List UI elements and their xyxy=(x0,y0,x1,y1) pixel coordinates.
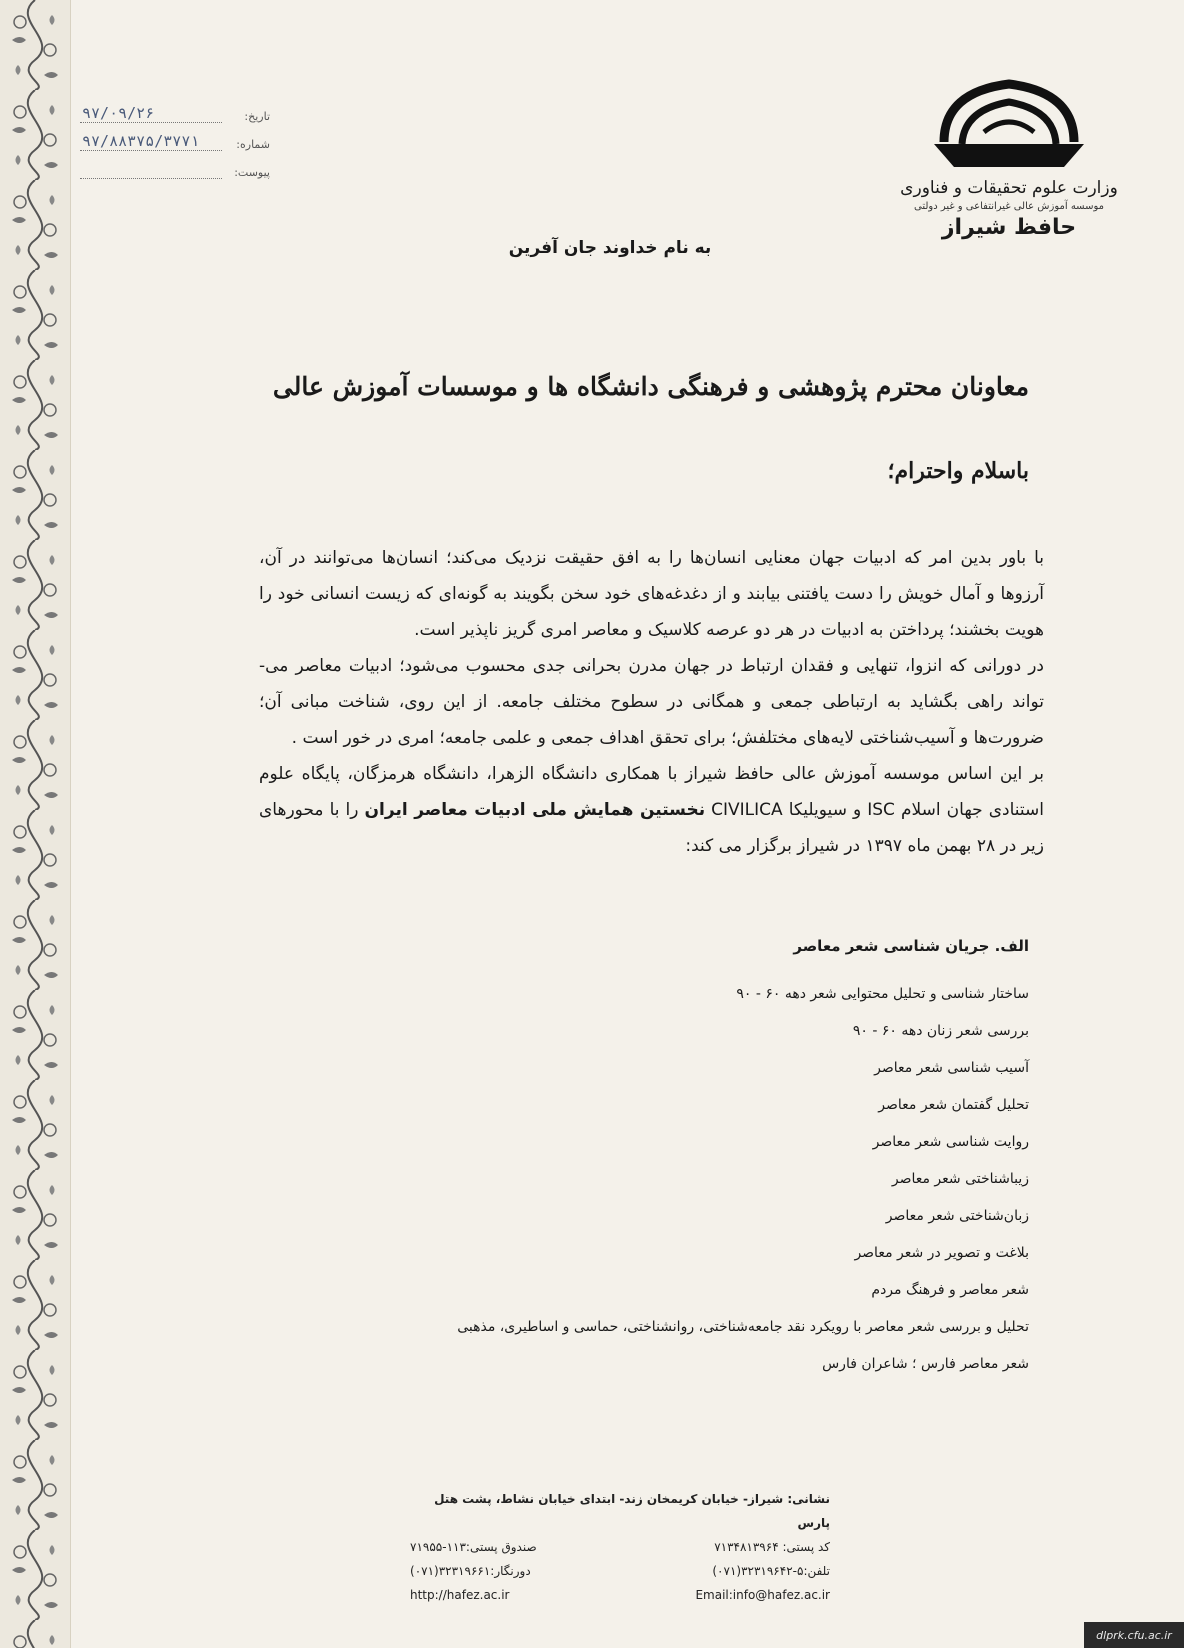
invocation-line: به نام خداوند جان آفرین xyxy=(508,238,712,258)
logo-subtitle: موسسه آموزش عالی غیرانتفاعی و غیر دولتی xyxy=(913,201,1104,212)
footer-po-box: صندوق پستی:۱۱۳-۷۱۹۵۵ xyxy=(410,1540,537,1554)
conference-title: نخستین همایش ملی ادبیات معاصر ایران xyxy=(364,800,706,820)
list-item: بلاغت و تصویر در شعر معاصر xyxy=(854,1245,1029,1261)
list-item: شعر معاصر و فرهنگ مردم xyxy=(871,1282,1029,1298)
footer-postal-code: کد پستی: ۷۱۳۴۸۱۳۹۶۴ xyxy=(714,1540,830,1554)
addressee: معاونان محترم پژوهشی و فرهنگی دانشگاه ها و موسسات آموزش عالی xyxy=(272,372,1029,401)
list-item: تحلیل گفتمان شعر معاصر xyxy=(878,1097,1029,1113)
number-row xyxy=(80,123,270,151)
body-paragraph-2: در دورانی که انزوا، تنهایی و فقدان ارتباط در جهان مدرن بحرانی جدی محسوب می‌شود؛ ادبیات معاصر می-تواند راهی بگشاید به ارتباطی جمعی و همگانی در سطوح مختلف جامعه. از این روی، شناخت مبانی آن؛ ضرورت‌ها و آسیب‌شناختی لایه‌های مختلفش؛ برای تحقق اهداف جمعی و علمی جامعه؛ امری در خور است . xyxy=(259,656,1044,748)
attachment-label: پیوست: xyxy=(234,166,270,179)
footer-address: نشانی: شیراز- خیابان کریمخان زند- ابتدای خیابان نشاط، پشت هتل پارس xyxy=(434,1492,830,1530)
logo-ministry: وزارت علوم تحقیقات و فناوری xyxy=(900,178,1118,198)
footer-postal-row xyxy=(410,1535,830,1559)
section-title: الف. جریان شناسی شعر معاصر xyxy=(793,937,1029,955)
list-item: آسیب شناسی شعر معاصر xyxy=(874,1060,1029,1076)
letter-meta xyxy=(80,95,270,179)
body-paragraph-1: با باور بدین امر که ادبیات جهان معنایی انسان‌ها را به افق حقیقت نزدیک می‌کند؛ انسان‌ها می‌توانند در آن، آرزوها و آمال خویش را دست یافتنی بیابند و از دغدغه‌های خود سخن بگویند به گونه‌ای که زیست انسانی خود را هویت بخشند؛ پرداختن به ادبیات در هر دو عرصه کلاسیک و معاصر امری گریز ناپذیر است. xyxy=(259,548,1044,640)
floral-border-icon xyxy=(0,0,70,1648)
logo-name: حافظ شیراز xyxy=(941,215,1077,240)
date-row xyxy=(80,95,270,123)
list-item: روایت شناسی شعر معاصر xyxy=(872,1134,1029,1150)
footer-phone-row xyxy=(410,1559,830,1583)
topic-list xyxy=(229,976,1029,1383)
list-item: بررسی شعر زنان دهه ۶۰ - ۹۰ xyxy=(852,1023,1029,1039)
institution-logo xyxy=(894,72,1124,262)
list-item: زیباشناختی شعر معاصر xyxy=(891,1171,1029,1187)
body-paragraph-3 xyxy=(259,756,1044,864)
attachment-value xyxy=(80,160,222,179)
list-item: شعر معاصر فارس ؛ شاعران فارس xyxy=(822,1356,1029,1372)
ornamental-border xyxy=(0,0,71,1648)
date-value: ۹۷/۰۹/۲۶ xyxy=(80,104,222,123)
attachment-row xyxy=(80,151,270,179)
letter-body xyxy=(259,540,1044,864)
letter-footer xyxy=(410,1487,830,1607)
body-paragraph-3-start: بر این اساس موسسه آموزش عالی حافظ شیراز با همکاری دانشگاه الزهرا، دانشگاه هرمزگان، پایگاه علوم استنادی جهان اسلام ISC و سیویلیکا CIVILICA xyxy=(259,764,1045,820)
body-paragraph-3-end: را با محورهای زیر در ۲۸ بهمن ماه ۱۳۹۷ در شیراز برگزار می کند: xyxy=(259,800,1044,856)
number-label: شماره: xyxy=(236,138,270,151)
list-item: زبان‌شناختی شعر معاصر xyxy=(885,1208,1029,1224)
footer-web-row xyxy=(410,1583,830,1607)
greeting: باسلام واحترام؛ xyxy=(887,458,1029,484)
footer-fax: دورنگار:۳۲۳۱۹۶۶۱(۰۷۱) xyxy=(410,1564,531,1578)
number-value: ۹۷/۸۸۳۷۵/۳۷۷۱ xyxy=(80,132,222,151)
date-label: تاریخ: xyxy=(244,110,270,123)
footer-website: http://hafez.ac.ir xyxy=(410,1588,510,1602)
source-badge: dlprk.cfu.ac.ir xyxy=(1084,1622,1184,1648)
dome-logo-icon xyxy=(924,72,1094,172)
list-item: تحلیل و بررسی شعر معاصر با رویکرد نقد جامعه‌شناختی، روانشناختی، حماسی و اساطیری، مذهبی xyxy=(457,1319,1029,1335)
footer-phone: تلفن:۵-۳۲۳۱۹۶۴۲(۰۷۱) xyxy=(712,1564,830,1578)
footer-email: Email:info@hafez.ac.ir xyxy=(695,1588,830,1602)
list-item: ساختار شناسی و تحلیل محتوایی شعر دهه ۶۰ - ۹۰ xyxy=(736,986,1029,1002)
